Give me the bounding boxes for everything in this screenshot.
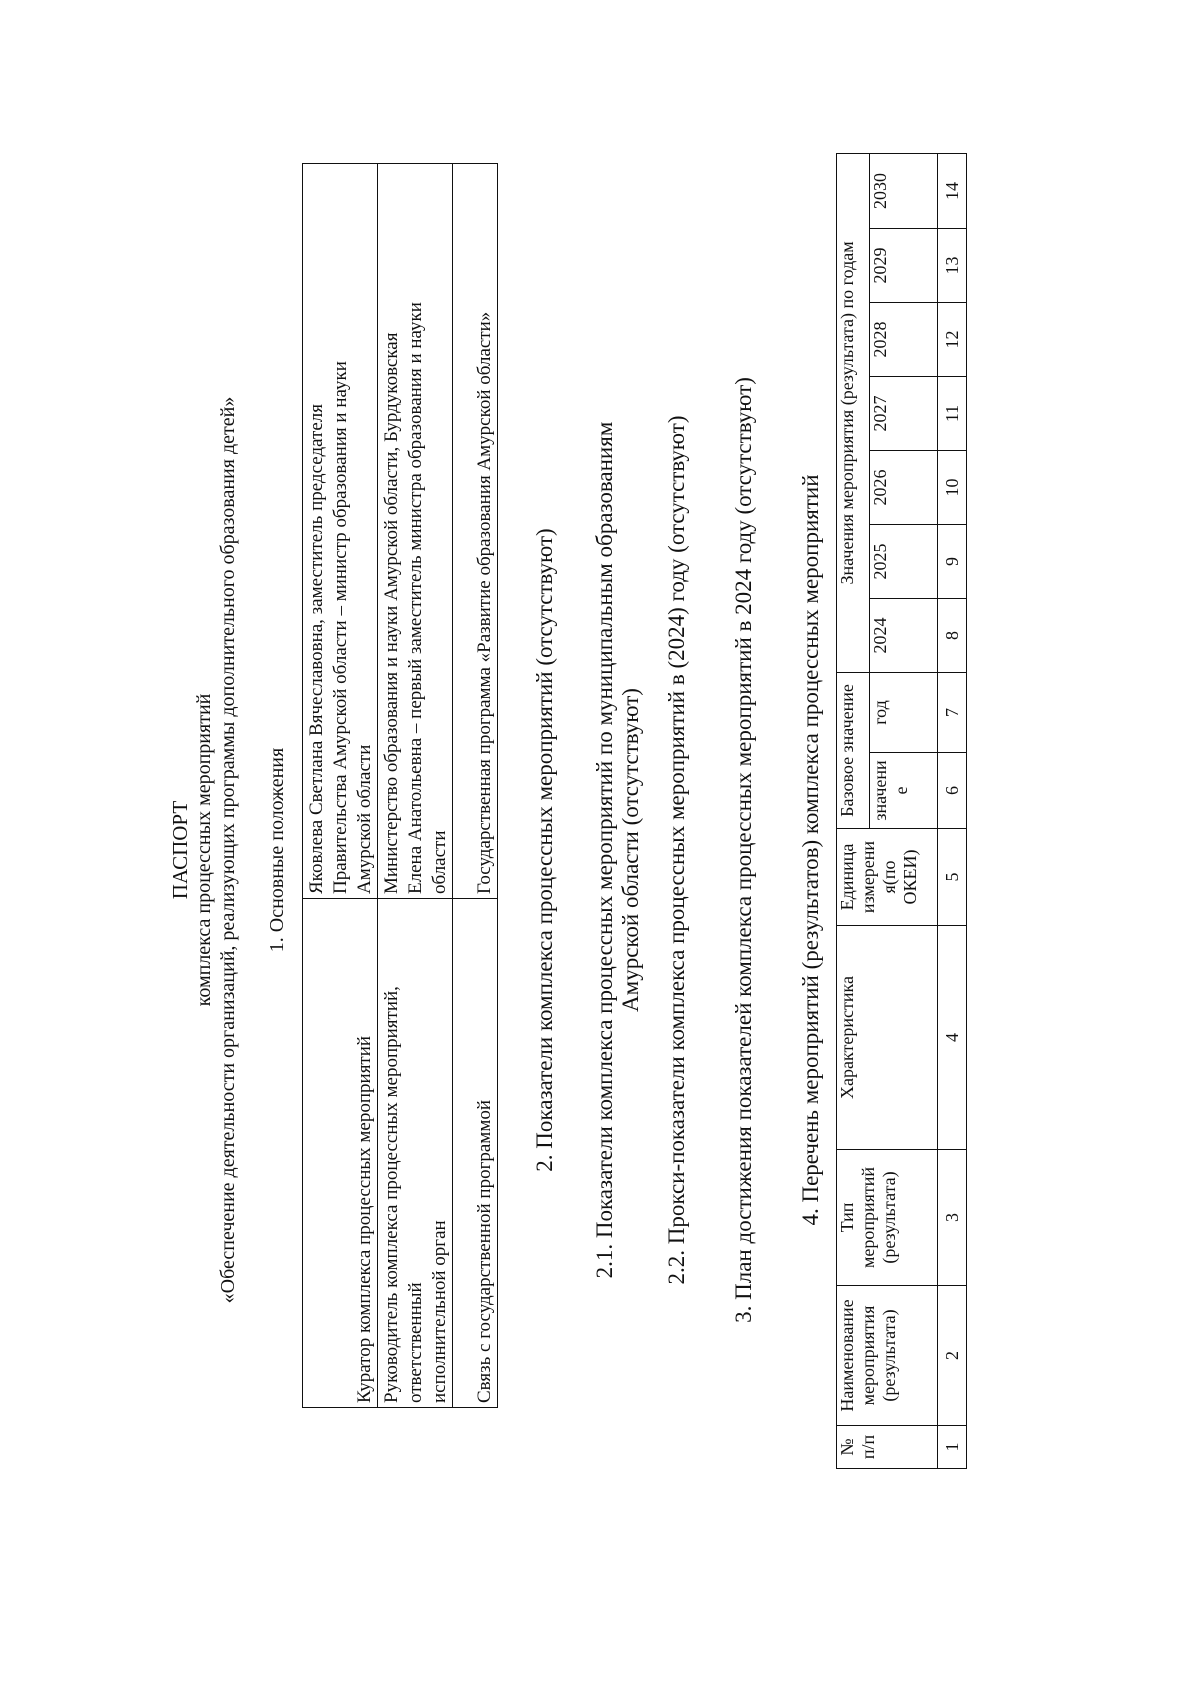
section-2-1-heading-continued: Амурской области (отсутствуют) bbox=[618, 688, 643, 1012]
column-number: 11 bbox=[938, 376, 967, 450]
header-text: значени bbox=[870, 760, 891, 821]
header-text: измерени bbox=[858, 840, 878, 914]
table-row bbox=[453, 164, 498, 1408]
section-4-heading: 4. Перечень мероприятий (результатов) комплекса процессных мероприятий bbox=[798, 474, 823, 1226]
column-number: 1 bbox=[938, 1426, 967, 1469]
col-header-base-value: Базовое значение bbox=[837, 672, 870, 828]
program-link-value: Государственная программа «Развитие образования Амурской области» bbox=[453, 164, 498, 899]
curator-value-line: Правительства Амурской области – министр образования и науки bbox=[330, 361, 351, 894]
head-value-line: области bbox=[429, 830, 450, 894]
col-header-type bbox=[837, 1150, 938, 1286]
header-text: е bbox=[891, 786, 912, 795]
col-header-year: 2026 bbox=[870, 450, 938, 524]
column-numbers-row bbox=[938, 153, 967, 1468]
header-text: мероприятий bbox=[858, 1166, 878, 1269]
document-title: ПАСПОРТ bbox=[168, 800, 192, 900]
column-number: 14 bbox=[938, 153, 967, 228]
curator-value-line: Яковлева Светлана Вячеславовна, заместитель председателя bbox=[306, 403, 327, 894]
column-number: 10 bbox=[938, 450, 967, 524]
header-text: № bbox=[837, 1438, 857, 1456]
header-text: я(по bbox=[879, 860, 899, 894]
column-number: 6 bbox=[938, 753, 967, 829]
table-row bbox=[378, 164, 453, 1408]
col-header-year: 2024 bbox=[870, 598, 938, 672]
column-number: 7 bbox=[938, 672, 967, 752]
col-header-year: 2027 bbox=[870, 376, 938, 450]
column-number: 9 bbox=[938, 524, 967, 598]
header-text: п/п bbox=[858, 1434, 878, 1460]
header-text: (результата) bbox=[879, 1309, 899, 1402]
column-number: 3 bbox=[938, 1150, 967, 1286]
header-text: Наименование bbox=[837, 1299, 857, 1412]
column-number: 8 bbox=[938, 598, 967, 672]
head-label-line: Руководитель комплекса процессных мероприятий, ответственный bbox=[381, 986, 426, 1403]
header-text: мероприятия bbox=[858, 1305, 878, 1406]
head-value bbox=[378, 164, 453, 899]
activities-table bbox=[836, 153, 967, 1469]
column-number: 13 bbox=[938, 228, 967, 302]
col-header-year: 2028 bbox=[870, 302, 938, 376]
col-header-unit bbox=[837, 829, 938, 926]
header-text: Тип bbox=[837, 1202, 857, 1233]
column-number: 2 bbox=[938, 1286, 967, 1426]
header-text: Единица bbox=[837, 843, 857, 911]
program-link-label: Связь с государственной программой bbox=[453, 899, 498, 1408]
column-number: 12 bbox=[938, 302, 967, 376]
column-number: 4 bbox=[938, 926, 967, 1150]
curator-label: Куратор комплекса процессных мероприятий bbox=[303, 899, 378, 1408]
col-header-year: 2030 bbox=[870, 153, 938, 228]
table-row bbox=[303, 164, 378, 1408]
complex-name: «Обеспечение деятельности организаций, реализующих программы дополнительного образования детей» bbox=[217, 396, 239, 1304]
head-value-line: Елена Анатольевна – первый заместитель министра образования и науки bbox=[405, 302, 426, 894]
column-number: 5 bbox=[938, 829, 967, 926]
section-1-heading: 1. Основные положения bbox=[266, 747, 288, 953]
col-header-values-by-year: Значения мероприятия (результата) по годам bbox=[837, 153, 870, 672]
col-header-characteristic: Характеристика bbox=[837, 926, 938, 1150]
col-header-year: 2025 bbox=[870, 524, 938, 598]
col-header-base-year: год bbox=[870, 672, 938, 752]
table-header-row bbox=[837, 153, 870, 1468]
header-text: (результата) bbox=[879, 1171, 899, 1264]
section-2-1-heading: 2.1. Показатели комплекса процессных мероприятий по муниципальным образованиям bbox=[592, 421, 617, 1279]
col-header-name bbox=[837, 1286, 938, 1426]
basic-provisions-table bbox=[302, 163, 498, 1408]
curator-value-line: Амурской области bbox=[354, 744, 375, 894]
section-2-heading: 2. Показатели комплекса процессных мероприятий (отсутствуют) bbox=[532, 528, 557, 1172]
section-2-2-heading: 2.2. Прокси-показатели комплекса процессных мероприятий в (2024) году (отсутствуют) bbox=[664, 415, 689, 1285]
document-subtitle: комплекса процессных мероприятий bbox=[193, 693, 215, 1007]
curator-value bbox=[303, 164, 378, 899]
head-label bbox=[378, 899, 453, 1408]
col-header-base-value-amount bbox=[870, 753, 938, 829]
header-text: ОКЕИ) bbox=[900, 849, 920, 905]
head-value-line: Министерство образования и науки Амурской области, Бурдуковская bbox=[381, 332, 402, 894]
col-header-year: 2029 bbox=[870, 228, 938, 302]
head-label-line: исполнительной орган bbox=[429, 1220, 450, 1403]
col-header-no bbox=[837, 1426, 938, 1469]
section-3-heading: 3. План достижения показателей комплекса процессных мероприятий в 2024 году (отсутствуют) bbox=[731, 377, 756, 1323]
